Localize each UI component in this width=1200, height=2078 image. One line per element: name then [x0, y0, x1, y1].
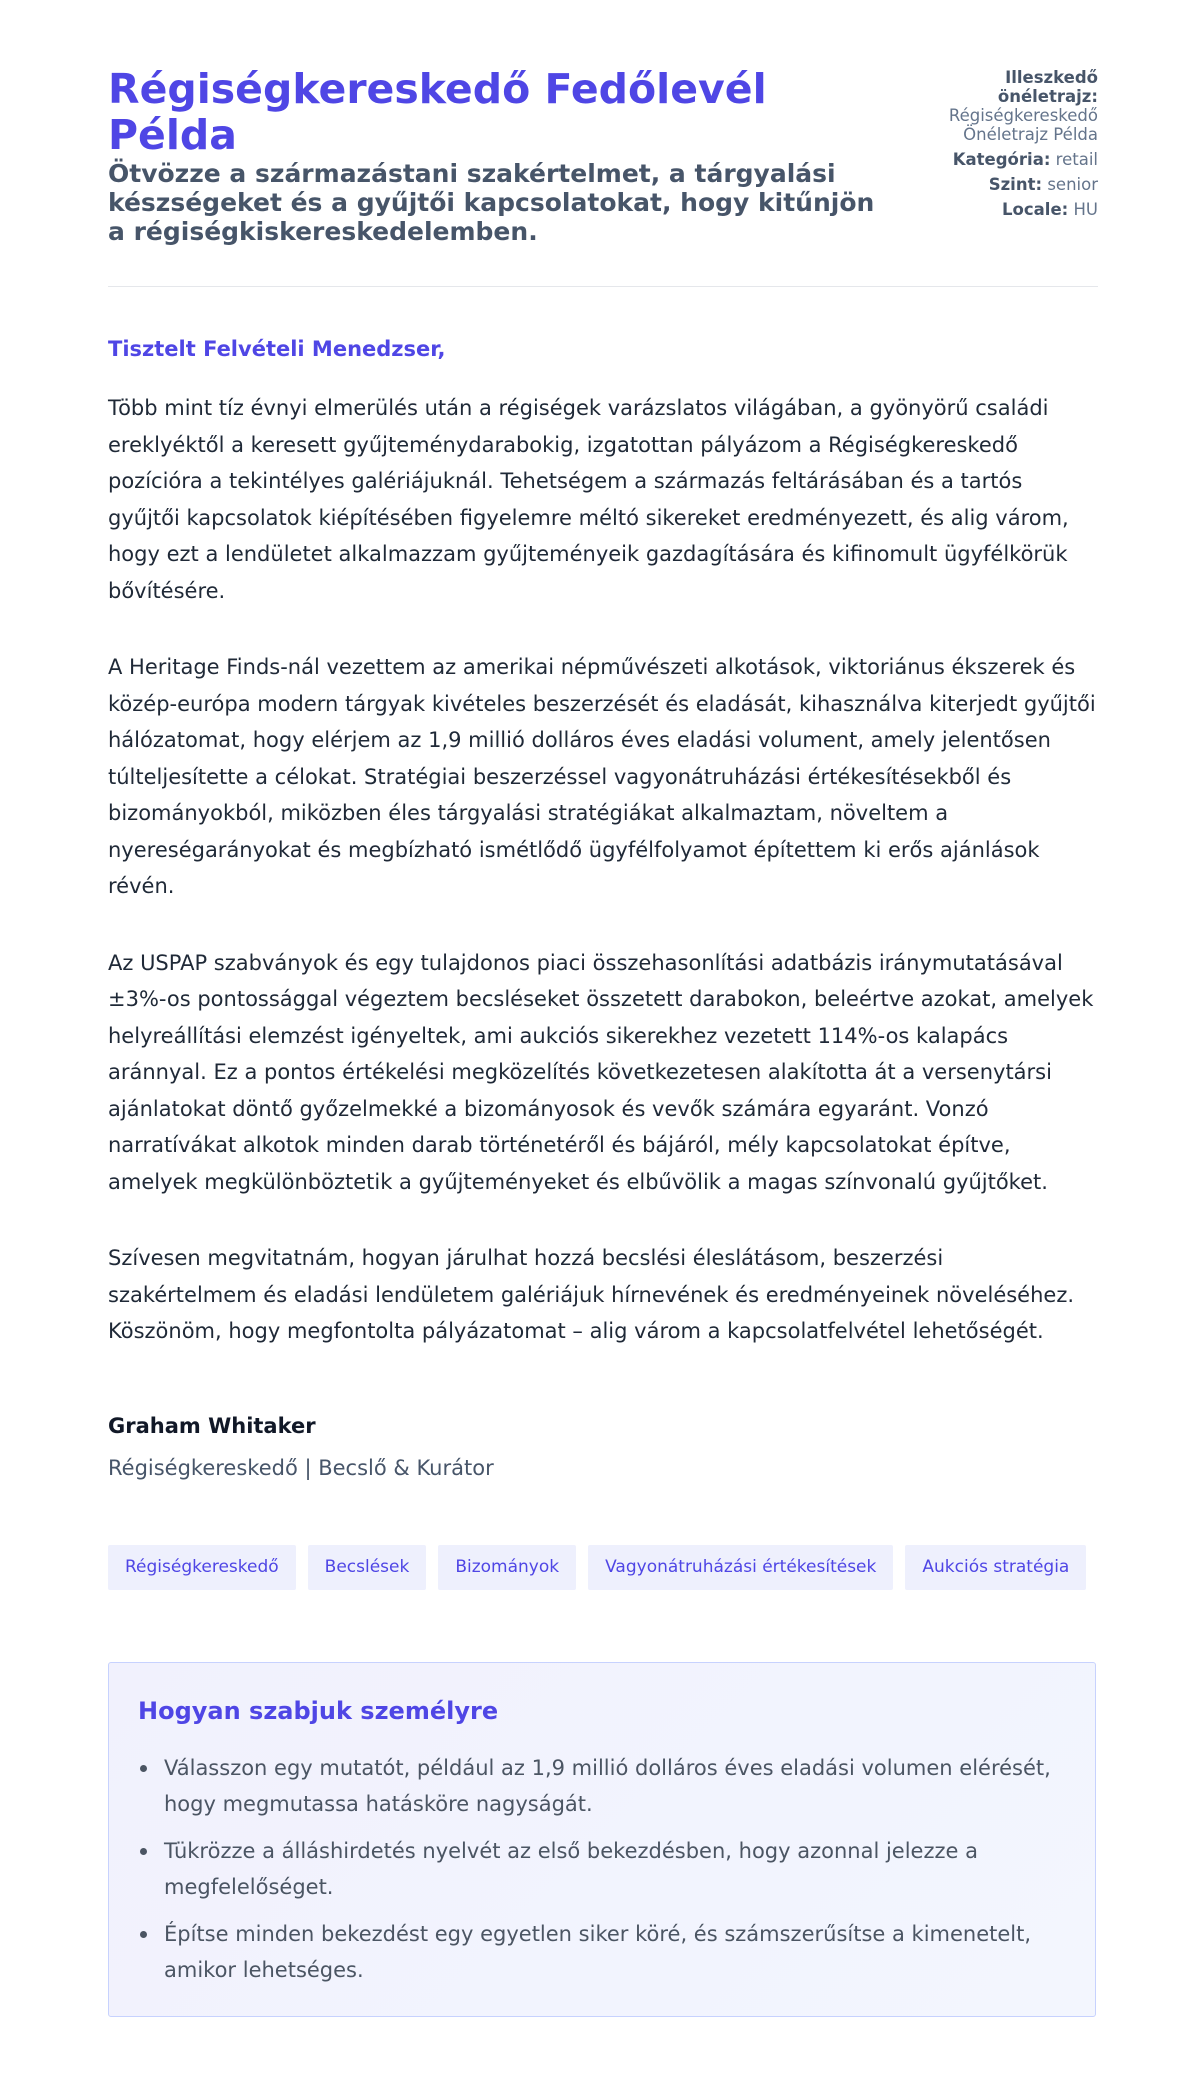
meta-resume-label: Illeszkedő önéletrajz:: [997, 68, 1098, 106]
meta-category-label: Kategória:: [952, 150, 1051, 169]
meta-category-value: retail: [1055, 150, 1098, 169]
page-title: Régiségkereskedő Fedőlevél Példa: [108, 65, 767, 159]
letter-paragraph: A Heritage Finds-nál vezettem az amerikai népművészeti alkotások, viktoriánus ékszerek és közép-európa modern tárgyak kivételes beszerzését és eladását, kihasználva kiterjedt gyűjtői hálózatomat, hogy elérjem az 1,9 millió dolláros éves eladási volument, amely jelentősen túlteljesítette a célokat. Stratégiai beszerzéssel vagyonátruházási értékesítésekből és bizományokból, miközben éles tárgyalási stratégiákat alkalmaztam, növeltem a nyereségarányokat és megbízható ismétlődő ügyfélfolyamot építettem ki erős ajánlások révén.: [108, 655, 1096, 898]
signature-role: Régiségkereskedő | Becslő & Kurátor: [108, 1456, 494, 1480]
tips-list-item: [138, 1833, 1058, 1905]
tips-list-item: [138, 1916, 1058, 1988]
signature-name: Graham Whitaker: [108, 1414, 316, 1438]
tag-item[interactable]: Aukciós stratégia: [905, 1545, 1086, 1590]
meta-locale-label: Locale:: [1002, 200, 1069, 219]
meta-panel: [908, 68, 1098, 225]
customize-tips-box: [108, 1662, 1096, 2017]
tag-item[interactable]: Vagyonátruházási értékesítések: [588, 1545, 893, 1590]
bullet-icon: [140, 1931, 147, 1938]
meta-locale-value: HU: [1073, 200, 1098, 219]
tips-title: Hogyan szabjuk személyre: [138, 1697, 499, 1725]
tips-item-text: Tükrözze a álláshirdetés nyelvét az első bekezdésben, hogy azonnal jelezze a megfelelőséget.: [164, 1839, 978, 1899]
meta-level: [908, 175, 1098, 194]
meta-level-value: senior: [1047, 175, 1098, 194]
tips-list-item: [138, 1750, 1058, 1822]
cover-letter-page: [108, 0, 1098, 1982]
letter-paragraph: Több mint tíz évnyi elmerülés után a régiségek varázslatos világában, a gyönyörű családi ereklyéktől a keresett gyűjteménydarabokig, izgatottan pályázom a Régiségkereskedő pozícióra a tekintélyes galériájuknál. Tehetségem a származás feltárásában és a tartós gyűjtői kapcsolatok kiépítésében figyelemre méltó sikereket eredményezett, és alig várom, hogy ezt a lendületet alkalmazzam gyűjteményeik gazdagítására és kifinomult ügyfélkörük bővítésére.: [108, 396, 1069, 603]
page-subtitle: Ötvözze a származástani szakértelmet, a tárgyalási készségeket és a gyűjtői kapcsolatokat, hogy kitűnjön a régiségkiskereskedelemben.: [108, 159, 875, 246]
letter-paragraph: Szívesen megvitatnám, hogyan járulhat hozzá becslési éleslátásom, beszerzési szakértelmem és eladási lendületem galériájuk hírnevének és eredményeinek növeléséhez. Köszönöm, hogy megfontolta pályázatomat – alig várom a kapcsolatfelvétel lehetőségét.: [108, 1246, 1075, 1343]
tag-item[interactable]: Régiségkereskedő: [108, 1545, 296, 1590]
bullet-icon: [140, 1848, 147, 1855]
meta-resume: [908, 68, 1098, 144]
tag-item[interactable]: Bizományok: [438, 1545, 576, 1590]
letter-body: [108, 390, 1098, 1390]
tag-item[interactable]: Becslések: [308, 1545, 427, 1590]
meta-resume-link[interactable]: Régiségkereskedő Önéletrajz Példa: [948, 106, 1098, 144]
bullet-icon: [140, 1765, 147, 1772]
meta-category: [908, 150, 1098, 169]
tips-item-text: Válasszon egy mutatót, például az 1,9 millió dolláros éves eladási volumen elérését, hogy megmutassa hatásköre nagyságát.: [164, 1756, 1051, 1816]
tips-list: [138, 1750, 1058, 1999]
meta-locale: [908, 200, 1098, 219]
letter-salutation: Tisztelt Felvételi Menedzser,: [108, 337, 446, 361]
tips-item-text: Építse minden bekezdést egy egyetlen siker köré, és számszerűsítse a kimenetelt, amikor lehetséges.: [164, 1922, 1032, 1982]
meta-level-label: Szint:: [988, 175, 1043, 194]
page-header: [108, 0, 1098, 287]
tag-list: [108, 1545, 1086, 1590]
letter-paragraph: Az USPAP szabványok és egy tulajdonos piaci összehasonlítási adatbázis iránymutatásával ±3%-os pontossággal végeztem becsléseket összetett darabokon, beleértve azokat, amelyek helyreállítási elemzést igényeltek, ami aukciós sikerekhez vezetett 114%-os kalapács aránnyal. Ez a pontos értékelési megközelítés következetesen alakította át a versenytársi ajánlatokat döntő győzelmekké a bizományosok és vevők számára egyaránt. Vonzó narratívákat alkotok minden darab történetéről és bájáról, mély kapcsolatokat építve, amelyek megkülönböztetik a gyűjteményeket és elbűvölik a magas színvonalú gyűjtőket.: [108, 950, 1094, 1194]
